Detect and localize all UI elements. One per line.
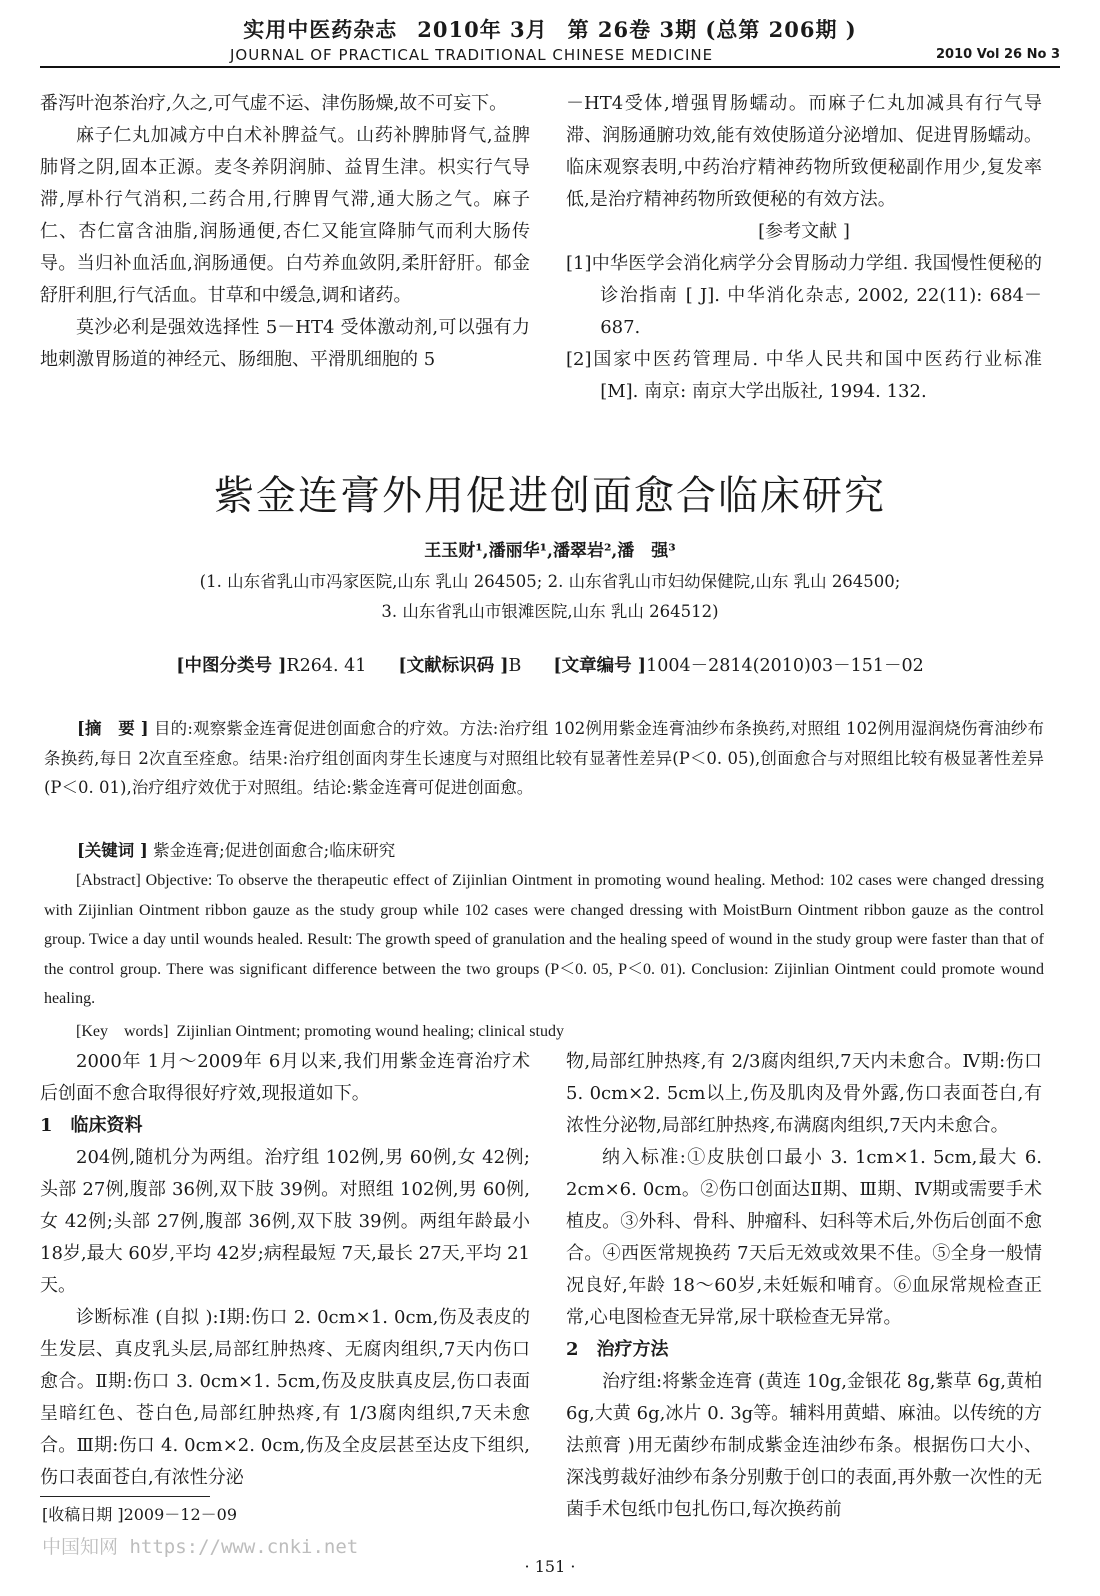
prev-paragraph: 莫沙必利是强效选择性 5－HT4 受体激动剂,可以强有力地刺激胃肠道的神经元、肠细胞、平滑肌细胞的 5: [40, 317, 530, 370]
body-left-column: [40, 1046, 530, 1494]
keywords-en-text: Zijinlian Ointment; promoting wound healing; clinical study: [176, 1023, 564, 1040]
class-label: [中图分类号 ]: [176, 656, 287, 676]
doc-code-value: B: [508, 656, 522, 676]
abstract-en: [44, 866, 1044, 1014]
section-heading: 2 治疗方法: [566, 1339, 669, 1360]
article-title: 紫金连膏外用促进创面愈合临床研究: [214, 473, 886, 519]
prev-paragraph: 番泻叶泡茶治疗,久之,可气虚不运、津伤肠燥,故不可妄下。: [40, 93, 508, 114]
body-right-column: [566, 1046, 1042, 1526]
issue-info: 第 26卷 3期 (总第 206期 ): [567, 17, 857, 42]
doc-code-label: [文献标识码 ]: [398, 656, 509, 676]
body-paragraph: 纳入标准:①皮肤创口最小 3. 1cm×1. 5cm,最大 6. 2cm×6. 0cm。②伤口创面达Ⅱ期、Ⅲ期、Ⅳ期或需要手术植皮。③外科、骨科、肿瘤科、妇科等术后,外伤后创面不愈合。④西医常规换药 7天后无效或效果不佳。⑤全身一般情况良好,年龄 18～60岁,未妊娠和哺育。⑥血尿常规检查正常,心电图检查无异常,尿十联检查无异常。: [566, 1147, 1042, 1328]
cnki-watermark: 中国知网 https://www.cnki.net: [42, 1536, 359, 1558]
prev-article-right-column: [566, 88, 1042, 408]
footnote-rule: [40, 1496, 210, 1497]
body-paragraph: 204例,随机分为两组。治疗组 102例,男 60例,女 42例;头部 27例,腹部 36例,双下肢 39例。对照组 102例,男 60例,女 42例;头部 27例,腹部 36例,双下肢 39例。两组年龄最小 18岁,最大 60岁,平均 42岁;病程最短 7天,最长 27天,平均 21天。: [40, 1147, 530, 1296]
body-paragraph: 诊断标准 (自拟 ):Ⅰ期:伤口 2. 0cm×1. 0cm,伤及表皮的生发层、真皮乳头层,局部红肿热疼、无腐肉组织,7天内伤口愈合。Ⅱ期:伤口 3. 0cm×1. 5cm,伤及皮肤真皮层,伤口表面呈暗红色、苍白色,局部红肿热疼,有 1/3腐肉组织,7天未愈合。Ⅲ期:伤口 4. 0cm×2. 0cm,伤及全皮层甚至达皮下组织,伤口表面苍白,有浓性分泌: [40, 1307, 530, 1488]
reference-item: [1]中华医学会消化病学分会胃肠动力学组. 我国慢性便秘的诊治指南 [ J]. 中华消化杂志, 2002, 22(11): 684－687.: [566, 253, 1042, 338]
article-authors: 王玉财¹,潘丽华¹,潘翠岩²,潘 强³: [424, 541, 676, 561]
article-number-value: 1004－2814(2010)03－151－02: [646, 656, 924, 676]
reference-item: [2]国家中医药管理局. 中华人民共和国中医药行业标准 [M]. 南京: 南京大学出版社, 1994. 132.: [566, 349, 1042, 402]
abstract-en-label: [Abstract]: [76, 872, 141, 889]
body-paragraph: 治疗组:将紫金连膏 (黄连 10g,金银花 8g,紫草 6g,黄柏 6g,大黄 6g,冰片 0. 3g等。辅料用黄蜡、麻油。以传统的方法煎膏 )用无菌纱布制成紫金连油纱布条。根据伤口大小、深浅剪裁好油纱布条分别敷于创口的表面,再外敷一次性的无菌手术包纸巾包扎伤口,每次换药前: [566, 1371, 1042, 1520]
keywords-en-label: [Key words]: [76, 1023, 169, 1040]
abstract-cn-text: 目的:观察紫金连膏促进创面愈合的疗效。方法:治疗组 102例用紫金连膏油纱布条换药,对照组 102例用湿润烧伤膏油纱布条换药,每日 2次直至痊愈。结果:治疗组创面肉芽生长速度与对照组比较有显著性差异(P＜0. 05),创面愈合与对照组比较有极显著性差异(P＜0. 01),治疗组疗效优于对照组。结论:紫金连膏可促进创面愈。: [44, 719, 1045, 797]
volume-en: 2010 Vol 26 No 3: [936, 47, 1060, 62]
abstract-en-text: Objective: To observe the therapeutic effect of Zijinlian Ointment in promoting wound healing. Method: 102 cases were changed dressing with Zijinlian Ointment ribbon gauze as the study group while 102 cases were changed dressing with MoistBurn Ointment ribbon gauze as the control group. Twice a day until wounds healed. Result: The growth speed of granulation and the healing speed of wound in the study group were faster than that of the control group. There was significant difference between the two groups (P＜0. 05, P＜0. 01). Conclusion: Zijinlian Ointment could promote wound healing.: [44, 872, 1044, 1007]
references-heading: [参考文献 ]: [758, 221, 850, 242]
class-value: R264. 41: [286, 656, 367, 676]
section-heading: 1 临床资料: [40, 1115, 143, 1136]
affiliation-line: 3. 山东省乳山市银滩医院,山东 乳山 264512): [381, 602, 719, 621]
issue-date: 2010年 3月: [417, 17, 548, 42]
keywords-cn-text: 紫金连膏;促进创面愈合;临床研究: [153, 841, 396, 860]
article-number-label: [文章编号 ]: [553, 656, 647, 676]
header-en: [40, 46, 1060, 68]
header-cn: [40, 14, 1060, 44]
keywords-cn: [44, 836, 1044, 866]
journal-name-cn: 实用中医药杂志: [243, 17, 398, 42]
affiliation-line: (1. 山东省乳山市冯家医院,山东 乳山 264505; 2. 山东省乳山市妇幼保健院,山东 乳山 264500;: [199, 572, 901, 591]
body-paragraph: 物,局部红肿热疼,有 2/3腐肉组织,7天内未愈合。Ⅳ期:伤口 5. 0cm×2. 5cm以上,伤及肌肉及骨外露,伤口表面苍白,有浓性分泌物,局部红肿热疼,布满腐肉组织,7天内未愈合。: [566, 1051, 1042, 1136]
classification-line: [40, 652, 1060, 677]
running-header: [40, 14, 1060, 68]
page-number: · 151 ·: [524, 1557, 576, 1576]
keywords-en: [44, 1017, 1044, 1047]
abstract-cn-label: [摘 要 ]: [77, 719, 149, 738]
abstract-cn: [44, 714, 1044, 803]
prev-paragraph: 麻子仁丸加减方中白术补脾益气。山药补脾肺肾气,益脾肺肾之阴,固本正源。麦冬养阴润肺、益胃生津。枳实行气导滞,厚朴行气消积,二药合用,行脾胃气滞,通大肠之气。麻子仁、杏仁富含油脂,润肠通便,杏仁又能宣降肺气而利大肠传导。当归补血活血,润肠通便。白芍养血敛阴,柔肝舒肝。郁金舒肝利胆,行气活血。甘草和中缓急,调和诸药。: [40, 125, 530, 306]
body-paragraph: 2000年 1月～2009年 6月以来,我们用紫金连膏治疗术后创面不愈合取得很好疗效,现报道如下。: [40, 1051, 530, 1104]
prev-article-left-column: [40, 88, 530, 376]
prev-paragraph: －HT4受体,增强胃肠蠕动。而麻子仁丸加减具有行气导滞、润肠通腑功效,能有效使肠道分泌增加、促进胃肠蠕动。临床观察表明,中药治疗精神药物所致便秘副作用少,复发率低,是治疗精神药物所致便秘的有效方法。: [566, 93, 1042, 210]
journal-name-en: JOURNAL OF PRACTICAL TRADITIONAL CHINESE MEDICINE: [230, 46, 714, 64]
received-date-footnote: [收稿日期 ]2009－12－09: [42, 1505, 238, 1524]
keywords-cn-label: [关键词 ]: [77, 841, 148, 860]
